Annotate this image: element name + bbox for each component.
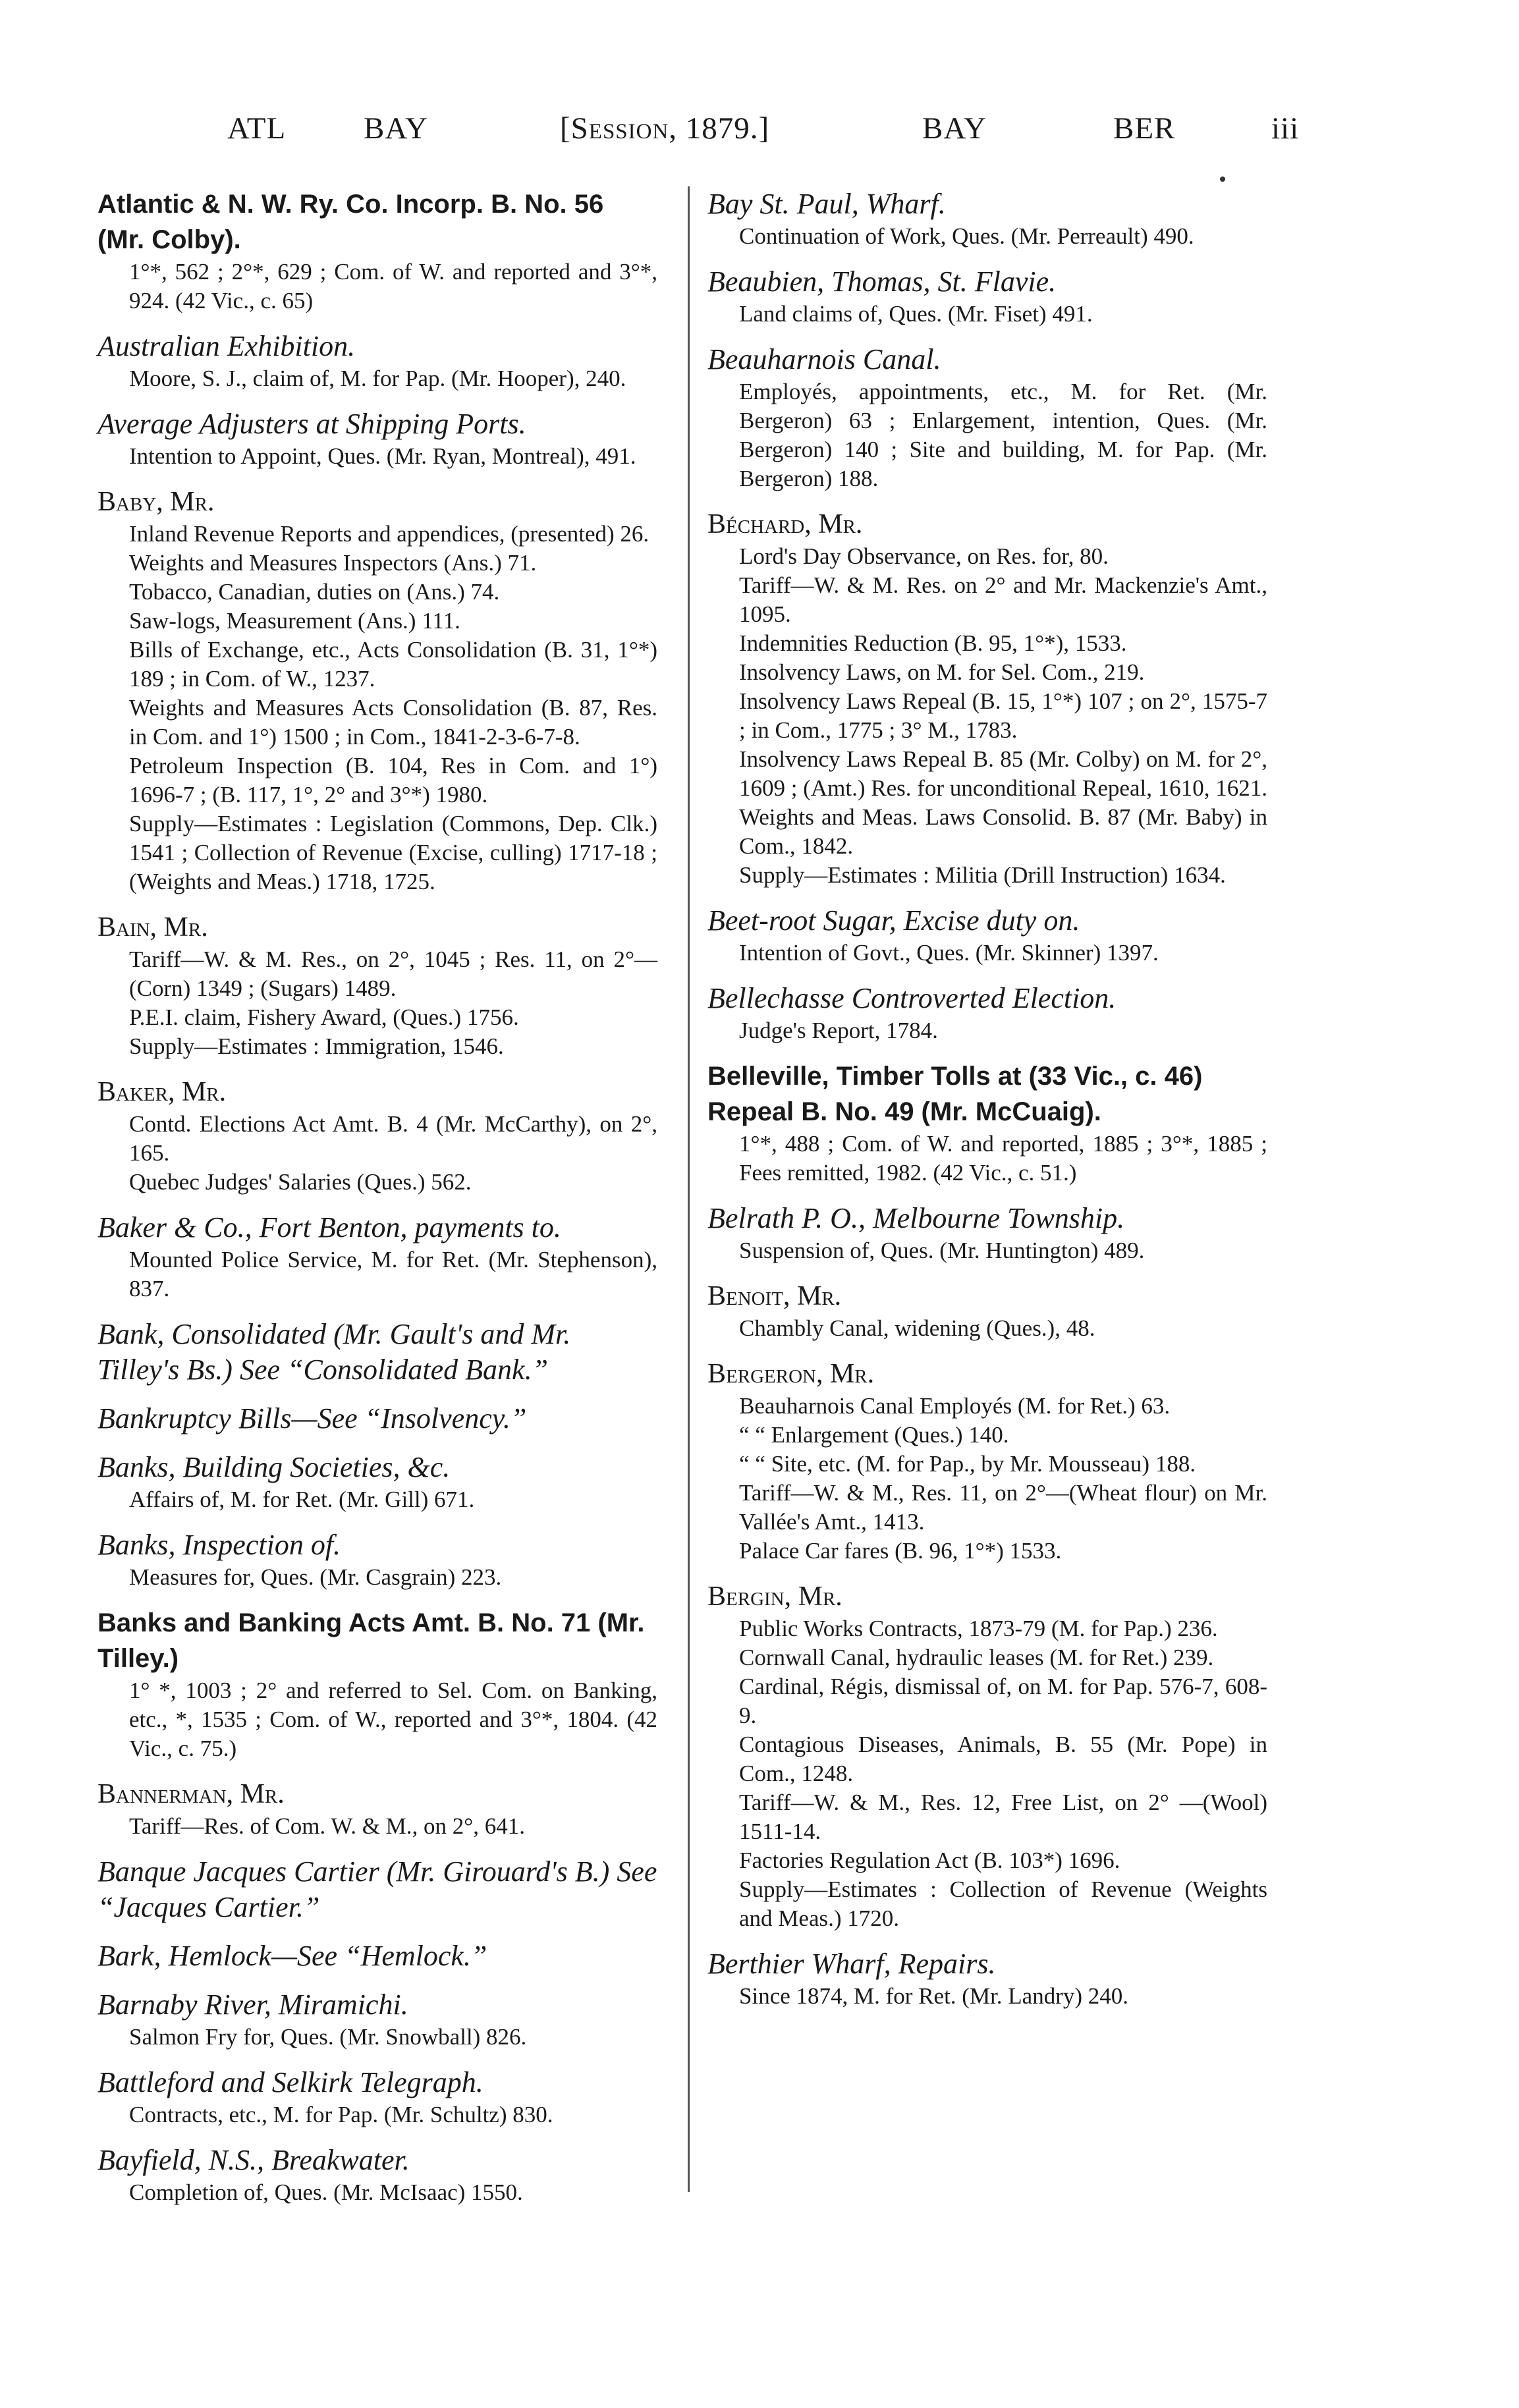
entry-reference: Tariff—W. & M. Res. on 2° and Mr. Mackenzie's Amt., 1095. xyxy=(739,572,1267,627)
entry-heading: Bayfield, N.S., Breakwater. xyxy=(97,2144,410,2176)
header-left-second: BAY xyxy=(364,111,428,146)
entry-reference: Suspension of, Ques. (Mr. Huntington) 489. xyxy=(739,1238,1145,1263)
index-entry xyxy=(97,1527,657,1592)
entry-reference: Tariff—W. & M. Res., on 2°, 1045 ; Res. 11, on 2°—(Corn) 1349 ; (Sugars) 1489. xyxy=(129,946,657,1001)
index-entry xyxy=(707,981,1267,1045)
index-entry xyxy=(707,1579,1267,1933)
page-header xyxy=(0,111,1519,170)
entry-reference: “ “ Enlargement (Ques.) 140. xyxy=(739,1422,1009,1448)
entry-reference: Intention to Appoint, Ques. (Mr. Ryan, Montreal), 491. xyxy=(129,443,636,469)
index-entry xyxy=(97,1938,657,1974)
entry-reference: Supply—Estimates : Immigration, 1546. xyxy=(129,1033,504,1059)
index-entry xyxy=(97,1987,657,2052)
index-entry xyxy=(707,506,1267,890)
entry-heading: Bay St. Paul, Wharf. xyxy=(707,188,946,220)
entry-heading: Bergeron, Mr. xyxy=(707,1359,875,1389)
entry-reference: Mounted Police Service, M. for Ret. (Mr. Stephenson), 837. xyxy=(129,1247,657,1301)
entry-heading: Beaubien, Thomas, St. Flavie. xyxy=(707,265,1057,298)
entry-heading: Banque Jacques Cartier (Mr. Girouard's B.) See “Jacques Cartier.” xyxy=(97,1855,657,1923)
entry-heading: Beet-root Sugar, Excise duty on. xyxy=(707,904,1080,937)
entry-heading: Average Adjusters at Shipping Ports. xyxy=(97,408,526,440)
entry-heading: Bark, Hemlock—See “Hemlock.” xyxy=(97,1940,487,1972)
entry-heading: Australian Exhibition. xyxy=(97,330,356,362)
entry-reference: Public Works Contracts, 1873-79 (M. for Pap.) 236. xyxy=(739,1616,1218,1641)
entry-reference: 1° *, 1003 ; 2° and referred to Sel. Com. on Banking, etc., *, 1535 ; Com. of W., reported and 3°*, 1804. (42 Vic., c. 75.) xyxy=(129,1678,657,1761)
entry-reference: Insolvency Laws Repeal B. 85 (Mr. Colby) on M. for 2°, 1609 ; (Amt.) Res. for unconditional Repeal, 1610, 1621. xyxy=(739,746,1267,801)
index-entry xyxy=(97,1450,657,1514)
entry-heading: Baby, Mr. xyxy=(97,487,215,517)
entry-heading: Baker, Mr. xyxy=(97,1077,227,1107)
index-entry xyxy=(707,903,1267,968)
entry-heading: Belleville, Timber Tolls at (33 Vic., c. 46) Repeal B. No. 49 (Mr. McCuaig). xyxy=(707,1062,1203,1126)
index-entry xyxy=(707,1201,1267,1265)
index-entry xyxy=(97,910,657,1061)
entry-reference: Land claims of, Ques. (Mr. Fiset) 491. xyxy=(739,301,1093,327)
entry-heading: Atlantic & N. W. Ry. Co. Incorp. B. No. 56 (Mr. Colby). xyxy=(97,190,604,254)
index-entry xyxy=(97,1317,657,1388)
index-entry xyxy=(97,1074,657,1197)
entry-reference: Insolvency Laws Repeal (B. 15, 1°*) 107 ; on 2°, 1575-7 ; in Com., 1775 ; 3° M., 1783. xyxy=(739,688,1267,743)
index-entry xyxy=(97,1776,657,1841)
entry-reference: P.E.I. claim, Fishery Award, (Ques.) 1756. xyxy=(129,1004,519,1030)
entry-reference: Factories Regulation Act (B. 103*) 1696. xyxy=(739,1847,1120,1873)
entry-reference: Moore, S. J., claim of, M. for Pap. (Mr. Hooper), 240. xyxy=(129,366,626,391)
index-entry xyxy=(707,1058,1267,1188)
header-left-first: ATL xyxy=(227,111,287,146)
index-entry xyxy=(707,264,1267,329)
entry-reference: Contagious Diseases, Animals, B. 55 (Mr. Pope) in Com., 1248. xyxy=(739,1732,1267,1786)
column-divider xyxy=(688,186,690,2192)
entry-heading: Belrath P. O., Melbourne Township. xyxy=(707,1202,1125,1234)
entry-heading: Banks, Inspection of. xyxy=(97,1529,341,1561)
entry-heading: Banks and Banking Acts Amt. B. No. 71 (Mr. Tilley.) xyxy=(97,1608,645,1673)
entry-reference: Continuation of Work, Ques. (Mr. Perreault) 490. xyxy=(739,223,1194,249)
entry-reference: Weights and Meas. Laws Consolid. B. 87 (Mr. Baby) in Com., 1842. xyxy=(739,804,1267,859)
entry-heading: Bannerman, Mr. xyxy=(97,1779,285,1809)
entry-heading: Bain, Mr. xyxy=(97,912,208,943)
entry-reference: Salmon Fry for, Ques. (Mr. Snowball) 826. xyxy=(129,2024,527,2050)
index-entry xyxy=(97,1605,657,1763)
index-entry xyxy=(97,2065,657,2129)
entry-heading: Benoit, Mr. xyxy=(707,1281,842,1311)
entry-reference: Employés, appointments, etc., M. for Ret. (Mr. Bergeron) 63 ; Enlargement, intention, Ques. (Mr. Bergeron) 140 ; Site and building, M. for Pap. (Mr. Bergeron) 188. xyxy=(739,379,1267,491)
entry-reference: Lord's Day Observance, on Res. for, 80. xyxy=(739,543,1109,569)
index-entry xyxy=(707,1278,1267,1343)
entry-reference: 1°*, 488 ; Com. of W. and reported, 1885 ; 3°*, 1885 ; Fees remitted, 1982. (42 Vic., c. 51.) xyxy=(739,1131,1267,1186)
entry-reference: “ “ Site, etc. (M. for Pap., by Mr. Mousseau) 188. xyxy=(739,1451,1196,1477)
entry-heading: Bergin, Mr. xyxy=(707,1581,842,1612)
entry-heading: Bank, Consolidated (Mr. Gault's and Mr. Tilley's Bs.) See “Consolidated Bank.” xyxy=(97,1318,571,1386)
page-number: iii xyxy=(1271,111,1300,146)
entry-reference: Tariff—W. & M., Res. 12, Free List, on 2° —(Wool) 1511-14. xyxy=(739,1790,1267,1844)
entry-reference: Cardinal, Régis, dismissal of, on M. for Pap. 576-7, 608-9. xyxy=(739,1674,1267,1728)
entry-reference: Tariff—Res. of Com. W. & M., on 2°, 641. xyxy=(129,1813,526,1839)
index-entry xyxy=(97,406,657,471)
entry-reference: Bills of Exchange, etc., Acts Consolidation (B. 31, 1°*) 189 ; in Com. of W., 1237. xyxy=(129,637,657,692)
entry-reference: Measures for, Ques. (Mr. Casgrain) 223. xyxy=(129,1564,502,1590)
entry-heading: Berthier Wharf, Repairs. xyxy=(707,1948,996,1980)
entry-reference: Supply—Estimates : Militia (Drill Instruction) 1634. xyxy=(739,862,1226,888)
entry-reference: Tariff—W. & M., Res. 11, on 2°—(Wheat flour) on Mr. Vallée's Amt., 1413. xyxy=(739,1480,1267,1535)
entry-reference: Insolvency Laws, on M. for Sel. Com., 219. xyxy=(739,659,1145,685)
entry-reference: 1°*, 562 ; 2°*, 629 ; Com. of W. and reported and 3°*, 924. (42 Vic., c. 65) xyxy=(129,259,657,314)
entry-reference: Saw-logs, Measurement (Ans.) 111. xyxy=(129,608,460,634)
entry-heading: Banks, Building Societies, &c. xyxy=(97,1451,451,1483)
entry-reference: Weights and Measures Acts Consolidation (B. 87, Res. in Com. and 1°) 1500 ; in Com., 1841-2-3-6-7-8. xyxy=(129,695,657,750)
entry-reference: Tobacco, Canadian, duties on (Ans.) 74. xyxy=(129,579,500,605)
entry-reference: Completion of, Ques. (Mr. McIsaac) 1550. xyxy=(129,2179,523,2205)
index-entry xyxy=(97,329,657,393)
header-right-first: BAY xyxy=(922,111,987,146)
index-entry xyxy=(707,342,1267,493)
index-entry xyxy=(97,484,657,896)
left-column xyxy=(97,186,657,2220)
entry-heading: Battleford and Selkirk Telegraph. xyxy=(97,2066,483,2098)
index-entry xyxy=(97,1401,657,1437)
index-entry xyxy=(97,1854,657,1925)
entry-heading: Baker & Co., Fort Benton, payments to. xyxy=(97,1211,561,1244)
entry-reference: Beauharnois Canal Employés (M. for Ret.) 63. xyxy=(739,1393,1171,1419)
stray-mark xyxy=(1220,177,1225,182)
entry-heading: Bellechasse Controverted Election. xyxy=(707,982,1117,1014)
entry-heading: Bankruptcy Bills—See “Insolvency.” xyxy=(97,1402,527,1435)
index-entry xyxy=(97,2143,657,2207)
entry-reference: Contracts, etc., M. for Pap. (Mr. Schultz) 830. xyxy=(129,2102,553,2127)
entry-heading: Beauharnois Canal. xyxy=(707,343,941,375)
entry-reference: Judge's Report, 1784. xyxy=(739,1018,938,1043)
entry-reference: Quebec Judges' Salaries (Ques.) 562. xyxy=(129,1169,472,1195)
header-session: [Session, 1879.] xyxy=(560,111,770,146)
entry-reference: Weights and Measures Inspectors (Ans.) 71. xyxy=(129,550,537,576)
index-entry xyxy=(707,1946,1267,2011)
entry-reference: Inland Revenue Reports and appendices, (presented) 26. xyxy=(129,521,649,547)
header-right-second: BER xyxy=(1113,111,1176,146)
entry-reference: Supply—Estimates : Legislation (Commons, Dep. Clk.) 1541 ; Collection of Revenue (Excise, culling) 1717-18 ; (Weights and Meas.) 1718, 1725. xyxy=(129,811,657,894)
entry-reference: Indemnities Reduction (B. 95, 1°*), 1533. xyxy=(739,630,1127,656)
entry-reference: Intention of Govt., Ques. (Mr. Skinner) 1397. xyxy=(739,940,1159,966)
entry-reference: Since 1874, M. for Ret. (Mr. Landry) 240. xyxy=(739,1983,1129,2009)
entry-reference: Petroleum Inspection (B. 104, Res in Com. and 1°) 1696-7 ; (B. 117, 1°, 2° and 3°*) 1980. xyxy=(129,753,657,807)
entry-reference: Supply—Estimates : Collection of Revenue (Weights and Meas.) 1720. xyxy=(739,1876,1267,1931)
entry-reference: Affairs of, M. for Ret. (Mr. Gill) 671. xyxy=(129,1487,475,1512)
index-entry xyxy=(97,1210,657,1303)
index-entry xyxy=(707,186,1267,251)
index-entry xyxy=(707,1356,1267,1566)
entry-reference: Chambly Canal, widening (Ques.), 48. xyxy=(739,1315,1095,1341)
entry-heading: Barnaby River, Miramichi. xyxy=(97,1988,408,2021)
entry-heading: Béchard, Mr. xyxy=(707,509,863,539)
index-entry xyxy=(97,186,657,315)
entry-reference: Contd. Elections Act Amt. B. 4 (Mr. McCarthy), on 2°, 165. xyxy=(129,1111,657,1166)
entry-reference: Palace Car fares (B. 96, 1°*) 1533. xyxy=(739,1538,1062,1564)
right-column xyxy=(707,186,1267,2024)
entry-reference: Cornwall Canal, hydraulic leases (M. for Ret.) 239. xyxy=(739,1645,1214,1670)
